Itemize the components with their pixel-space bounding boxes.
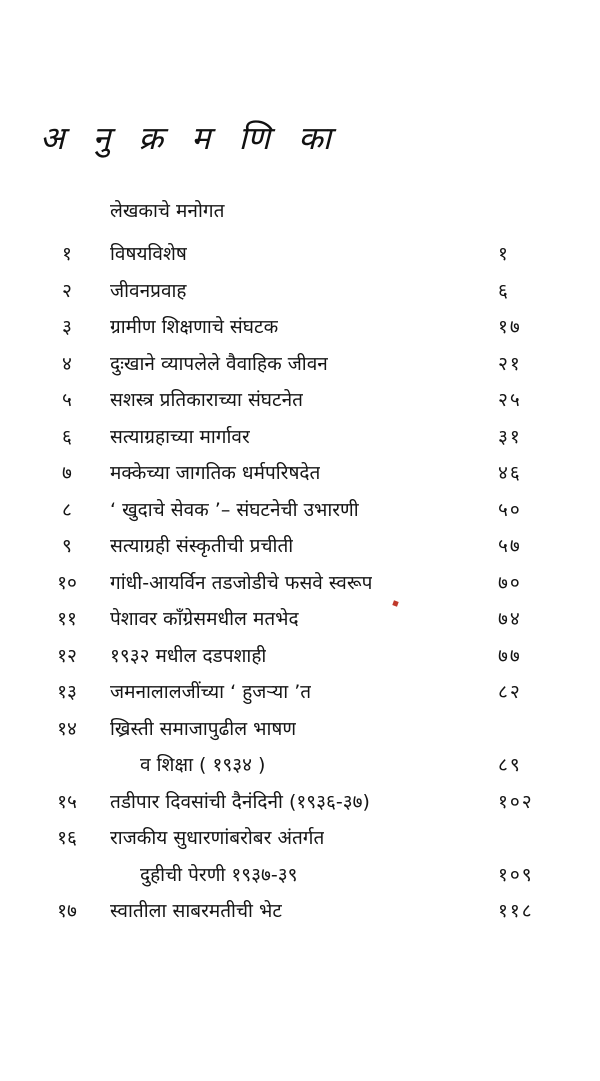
toc-row — [0, 857, 600, 894]
chapter-title: सत्याग्रही संस्कृतीची प्रचीती — [110, 535, 294, 557]
toc-row — [0, 346, 600, 383]
toc-row — [0, 674, 600, 711]
page-number: ५७ — [498, 535, 522, 557]
preface-entry: लेखकाचे मनोगत — [110, 200, 225, 222]
chapter-title: सशस्त्र प्रतिकाराच्या संघटनेत — [110, 389, 303, 411]
toc-row — [0, 273, 600, 310]
chapter-title: दुःखाने व्यापलेले वैवाहिक जीवन — [110, 352, 328, 375]
toc-row — [0, 638, 600, 675]
toc-row — [0, 565, 600, 602]
chapter-title: विषयविशेष — [110, 243, 187, 265]
page-number: १०९ — [498, 863, 534, 886]
chapter-title: मक्केच्या जागतिक धर्मपरिषदेत — [110, 462, 321, 484]
chapter-number: २ — [62, 279, 72, 302]
page-number: १ — [498, 243, 510, 265]
toc-row — [0, 492, 600, 529]
toc-row — [0, 893, 600, 930]
page-number: ५० — [498, 498, 522, 521]
chapter-number: १४ — [57, 717, 77, 740]
toc-row — [0, 820, 600, 857]
chapter-title: तडीपार दिवसांची दैनंदिनी (१९३६-३७) — [110, 790, 370, 813]
chapter-number: ९ — [62, 535, 72, 557]
page-number: ४६ — [498, 462, 522, 484]
page-number: ८२ — [498, 681, 522, 703]
chapter-title: स्वातीला साबरमतीची भेट — [110, 900, 282, 922]
toc-row — [0, 419, 600, 456]
toc-row — [0, 747, 600, 784]
chapter-number: ५ — [62, 389, 72, 411]
chapter-title: ‘ खुदाचे सेवक ’– संघटनेची उभारणी — [110, 498, 359, 521]
chapter-number: ३ — [62, 316, 72, 338]
chapter-number: १७ — [57, 900, 77, 922]
chapter-number: १५ — [57, 790, 77, 813]
page-number: ८९ — [498, 754, 522, 776]
chapter-number: ११ — [57, 608, 77, 630]
chapter-title: गांधी-आयर्विन तडजोडीचे फसवे स्वरूप — [110, 571, 373, 594]
page-number: ६ — [498, 279, 510, 302]
chapter-title: पेशावर काँग्रेसमधील मतभेद — [110, 608, 299, 630]
chapter-number: १६ — [57, 827, 77, 849]
toc-row — [0, 455, 600, 492]
toc-row — [0, 784, 600, 821]
chapter-title: राजकीय सुधारणांबरोबर अंतर्गत — [110, 827, 325, 849]
chapter-title: सत्याग्रहाच्या मार्गावर — [110, 425, 250, 448]
page-title: अ नु क्र म णि का — [40, 119, 341, 157]
chapter-number: १३ — [57, 681, 77, 703]
toc-row — [0, 309, 600, 346]
chapter-number: ८ — [62, 498, 72, 521]
page-number: ७७ — [498, 644, 522, 667]
chapter-title: व शिक्षा ( १९३४ ) — [140, 754, 266, 776]
chapter-title: ख्रिस्ती समाजापुढील भाषण — [110, 717, 297, 740]
chapter-number: १० — [57, 571, 77, 594]
chapter-title: जमनालालजींच्या ‘ हुजऱ्या ’त — [110, 681, 312, 703]
page-number: ११८ — [498, 900, 534, 922]
chapter-title: ग्रामीण शिक्षणाचे संघटक — [110, 316, 279, 338]
chapter-title: जीवनप्रवाह — [110, 279, 187, 302]
page-number: २५ — [498, 389, 522, 411]
page-number: ७४ — [498, 608, 522, 630]
chapter-number: १ — [62, 243, 72, 265]
chapter-number: ७ — [62, 462, 72, 484]
chapter-number: ४ — [62, 352, 72, 375]
chapter-number: १२ — [57, 644, 77, 667]
toc-row — [0, 528, 600, 565]
toc-row — [0, 382, 600, 419]
toc-row — [0, 236, 600, 273]
table-of-contents — [0, 236, 600, 930]
chapter-number: ६ — [62, 425, 72, 448]
toc-row — [0, 601, 600, 638]
page-number: १०२ — [498, 790, 534, 813]
toc-row — [0, 711, 600, 748]
chapter-title: १९३२ मधील दडपशाही — [110, 644, 267, 667]
chapter-title: दुहीची पेरणी १९३७-३९ — [140, 863, 298, 886]
page-number: ३१ — [498, 425, 522, 448]
page-number: ७० — [498, 571, 522, 594]
page-number: २१ — [498, 352, 522, 375]
page-number: १७ — [498, 316, 522, 338]
